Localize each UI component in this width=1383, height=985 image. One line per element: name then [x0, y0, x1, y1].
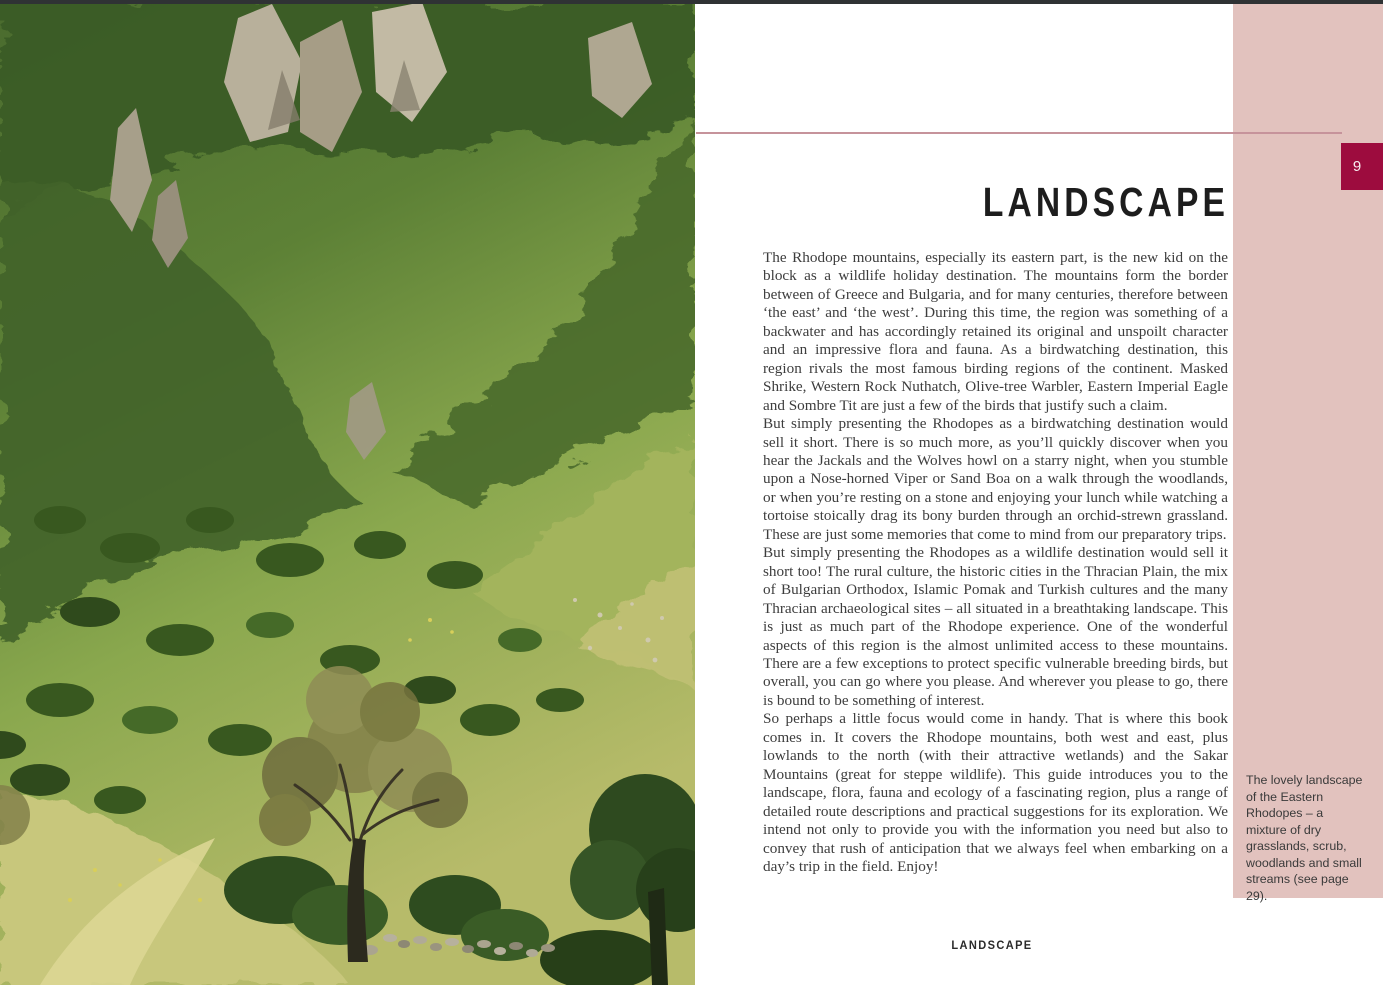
body-paragraph: But simply presenting the Rhodopes as a wildlife destination would sell it short too! The rural culture, the historic cities in the Thracian Plain, the mix of Bulgarian Orthodox, Islamic Pomak and Turkish cultures and the many Thracian archaeological sites – all situated in a breathtaking landscape. This is just as much part of the Rhodope experience. One of the wonderful aspects of this region is the almost unlimited access to these mountains. There are a few exceptions to protect specific vulnerable breeding birds, but overall, you can go where you please. And wherever you please to go, there is bound to be something of interest.: [763, 544, 1228, 709]
page-number-badge: [1341, 143, 1383, 190]
body-paragraph: But simply presenting the Rhodopes as a birdwatching destination would sell it short. There is so much more, as you’ll quickly discover when you hear the Jackals and the Wolves howl on a starry night, when you stumble upon a Nose-horned Viper or Sand Boa on a walk through the woodlands, or when you’re resting on a stone and enjoying your lunch while watching a tortoise stoically drag its bony burden through an orchid-strewn grassland. These are just some memories that come to mind from our preparatory trips.: [763, 415, 1228, 543]
header-rule-line: [696, 132, 1342, 134]
page-title: LANDSCAPE: [982, 179, 1229, 226]
page-number: 9: [1352, 158, 1362, 175]
body-paragraph: So perhaps a little focus would come in handy. That is where this book comes in. It covers the Rhodope mountains, both west and east, plus lowlands to the north (with their attractive wetlands) and the Sakar Mountains (great for steppe wildlife). This guide introduces you to the landscape, flora, fauna and ecology of a fascinating region, plus a range of detailed route descriptions and practical suggestions for its exploration. We intend not only to provide you with the information you need but also to convey that rush of anticipation that we always feel when embarking on a day’s trip in the field. Enjoy!: [763, 710, 1228, 875]
top-edge-bar: [0, 0, 1383, 4]
photo-caption: The lovely landscape of the Eastern Rhodopes – a mixture of dry grasslands, scrub, woodlands and small streams (see page 29).: [1246, 773, 1363, 903]
body-text: [763, 249, 1228, 876]
sidebar-pink-column: [1233, 4, 1383, 898]
body-paragraph: The Rhodope mountains, especially its eastern part, is the new kid on the block as a wildlife holiday destination. The mountains form the border between of Greece and Bulgaria, and for many centuries, therefore between ‘the east’ and ‘the west’. During this time, the region was something of a backwater and has accordingly retained its original and unspoilt character and an impressive flora and fauna. As a birdwatching destination, this region rivals the most famous birding regions of the continent. Masked Shrike, Western Rock Nuthatch, Olive-tree Warbler, Eastern Imperial Eagle and Sombre Tit are just a few of the birds that justify such a claim.: [763, 249, 1228, 414]
running-footer: LANDSCAPE: [951, 938, 1033, 952]
